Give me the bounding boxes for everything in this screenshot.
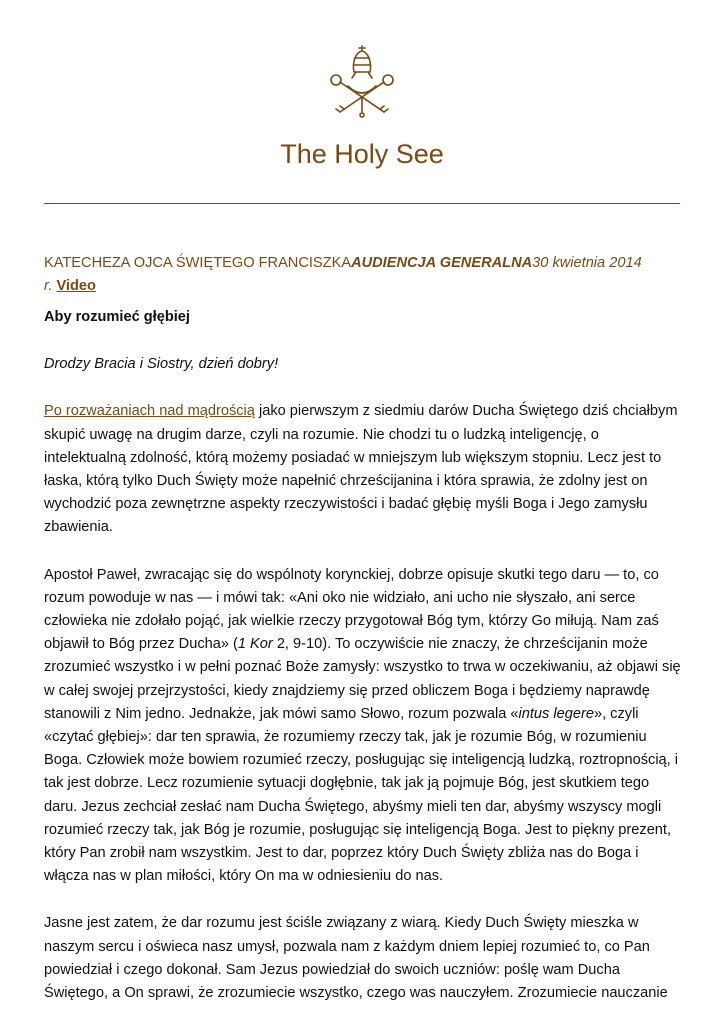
article-date: 30 kwietnia 2014 <box>532 255 642 271</box>
wisdom-reflection-link[interactable]: Po rozważaniach nad mądrością <box>44 403 255 420</box>
date-suffix: r. <box>44 278 53 294</box>
video-link[interactable]: Video <box>56 278 96 294</box>
paragraph-2-text-b: 2, 9-10). To oczywiście nie znaczy, że chrześcijanin może zrozumieć wszystko i w pełni poznać Boże zamysły: wszystko to trwa w oczekiwaniu, aż objawi się w całej swojej przejrzystości, kiedy znajdziemy się przed obliczem Boga i będziemy naprawdę stanowili z Nim jedno. Jednakże, jak mówi samo Słowo, rozum pozwala « <box>44 636 681 722</box>
greeting: Drodzy Bracia i Siostry, dzień dobry! <box>44 356 279 373</box>
audience-label: AUDIENCJA GENERALNA <box>351 255 533 271</box>
catechesis-label: KATECHEZA OJCA ŚWIĘTEGO FRANCISZKA <box>44 255 352 271</box>
paragraph-3: Jasne jest zatem, że dar rozumu jest ściśle związany z wiarą. Kiedy Duch Święty mieszka w naszym sercu i oświeca nasz umysł, pozwala nam z każdym dniem lepiej rozumieć to, co Pan powiedział i czego dokonał. Sam Jezus powiedział do swoich uczniów: poślę wam Ducha Świętego, a On sprawi, że zrozumiecie wszystko, czego was nauczyłem. Zrozumiecie nauczanie <box>44 915 668 1002</box>
papal-coat-of-arms-icon <box>318 42 406 120</box>
article-body <box>44 252 684 1005</box>
latin-phrase: intus legere <box>518 705 594 722</box>
article-subtitle: Aby rozumieć głębiej <box>44 309 190 325</box>
paragraph-1 <box>44 400 684 539</box>
paragraph-2-text-a: Apostoł Paweł, zwracając się do wspólnoty korynckiej, dobrze opisuje skutki tego daru — to, co rozum powoduje w nas — i mówi tak: «Ani oko nie widziało, ani ucho nie słyszało, ani serce człowieka nie zdołało pojąć, jak wielkie rzeczy przygotował Bóg tym, którzy Go miłują. Nam zaś objawił to Bóg przez Ducha» ( <box>44 566 659 653</box>
paragraph-2 <box>44 564 684 889</box>
header-divider <box>44 203 680 204</box>
paragraph-1-text: jako pierwszym z siedmiu darów Ducha Świętego dziś chciałbym skupić uwagę na drugim darze, czyli na rozumie. Nie chodzi tu o ludzką inteligencję, o intelektualną zdolność, którą możemy posiadać w mniejszym lub większym stopniu. Lecz jest to łaska, którą tylko Duch Święty może napełnić chrześcijanina i która sprawia, że zdolny jest on wychodzić poza zewnętrzne aspekty rzeczywistości i badać głębię myśli Boga i Jego zamysłu zbawienia. <box>44 403 678 536</box>
paragraph-2-text-c: », czyli «czytać głębiej»: dar ten sprawia, że rozumiemy rzeczy tak, jak je rozumie Bóg, w rozumieniu Boga. Człowiek może bowiem rozumieć rzeczy, posługując się inteligencją ludzką, roztropnością, i tak jest dobrze. Lecz rozumienie sytuacji dogłębnie, tak jak ją pojmuje Bóg, jest skutkiem tego daru. Jezus zechciał zesłać nam Ducha Świętego, abyśmy mieli ten dar, abyśmy wszyscy mogli rozumieć rzeczy tak, jak Bóg je rozumie, posługując się inteligencją Boga. Jest to piękny prezent, który Pan zrobił nam wszystkim. Jest to dar, poprzez który Duch Święty zbliża nas do Boga i włącza nas w plan miłości, który On ma w odniesieniu do nas. <box>44 705 679 885</box>
scripture-reference: 1 Kor <box>237 636 273 653</box>
site-title: The Holy See <box>280 139 444 169</box>
article-header <box>44 252 684 298</box>
